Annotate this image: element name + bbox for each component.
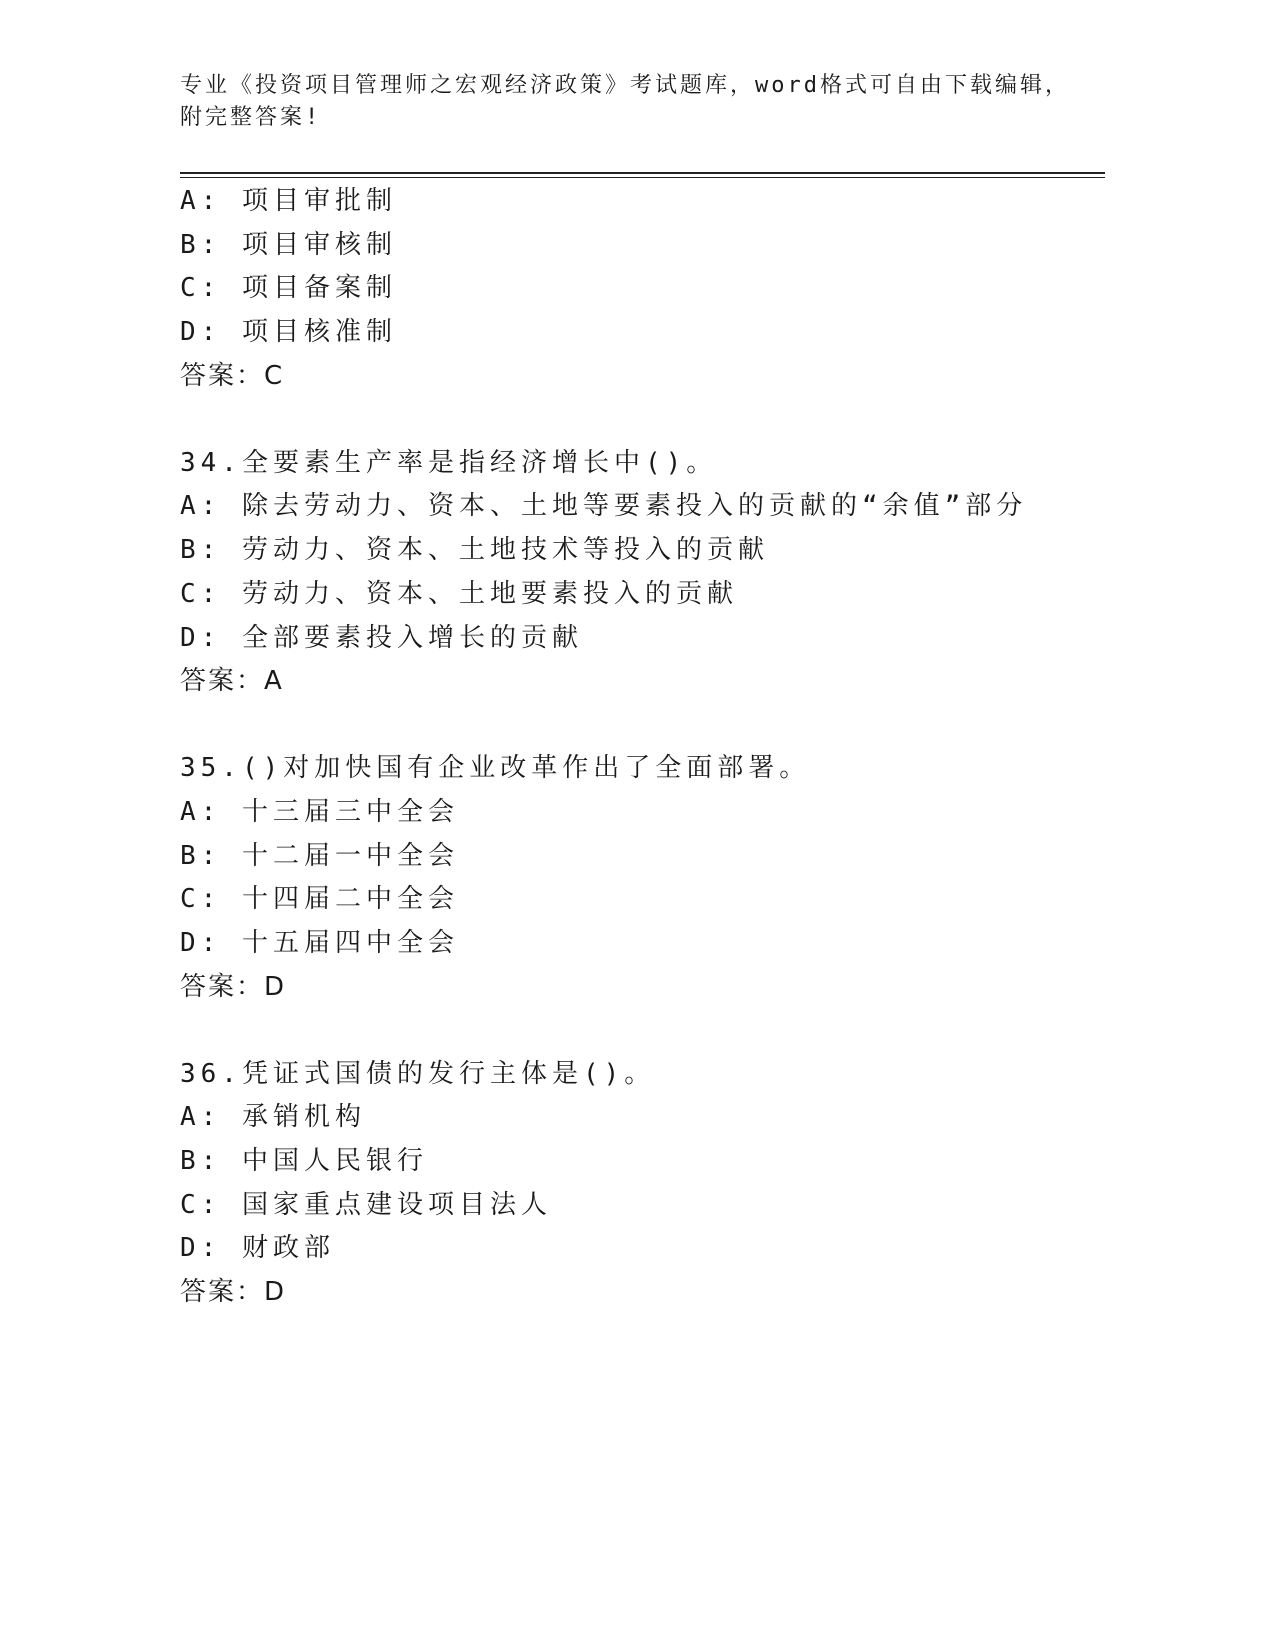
option-d: D: 项目核准制 xyxy=(180,317,397,348)
answer-line: 答案：D xyxy=(180,1277,287,1308)
option-c: C: 国家重点建设项目法人 xyxy=(180,1189,552,1220)
question-34-block xyxy=(180,446,1110,708)
option-d: D: 十五届四中全会 xyxy=(180,927,459,958)
answer-line: 答案：D xyxy=(180,971,287,1002)
option-b: B: 劳动力、资本、土地技术等投入的贡献 xyxy=(180,535,769,566)
option-c: C: 十四届二中全会 xyxy=(180,884,459,915)
option-d: D: 全部要素投入增长的贡献 xyxy=(180,622,583,653)
question-list xyxy=(180,184,1110,1319)
option-d: D: 财政部 xyxy=(180,1233,335,1264)
option-a: A: 承销机构 xyxy=(180,1102,366,1133)
question-stem: 36.凭证式国债的发行主体是()。 xyxy=(180,1058,656,1089)
question-33-block xyxy=(180,184,1110,403)
option-a: A: 除去劳动力、资本、土地等要素投入的贡献的“余值”部分 xyxy=(180,491,1028,522)
option-b: B: 中国人民银行 xyxy=(180,1146,428,1176)
option-b: B: 项目审核制 xyxy=(180,229,397,260)
question-36-block xyxy=(180,1057,1110,1319)
answer-line: 答案：A xyxy=(180,666,284,697)
option-c: C: 项目备案制 xyxy=(180,273,397,304)
document-header xyxy=(180,70,1110,134)
spacer xyxy=(180,403,1110,446)
spacer xyxy=(180,708,1110,751)
answer-line: 答案：C xyxy=(180,360,285,391)
question-35-block xyxy=(180,751,1110,1013)
option-a: A: 十三届三中全会 xyxy=(180,796,459,827)
option-c: C: 劳动力、资本、土地要素投入的贡献 xyxy=(180,578,738,609)
question-stem: 35.()对加快国有企业改革作出了全面部署。 xyxy=(180,753,811,784)
question-stem: 34.全要素生产率是指经济增长中()。 xyxy=(180,447,718,478)
header-line-2: 附完整答案! xyxy=(180,105,322,130)
header-divider-thick xyxy=(180,172,1105,174)
spacer xyxy=(180,1014,1110,1057)
header-divider-thin xyxy=(180,177,1105,178)
header-line-1: 专业《投资项目管理师之宏观经济政策》考试题库，word格式可自由下载编辑， xyxy=(180,73,1070,98)
option-b: B: 十二届一中全会 xyxy=(180,840,459,871)
option-a: A: 项目审批制 xyxy=(180,186,397,216)
